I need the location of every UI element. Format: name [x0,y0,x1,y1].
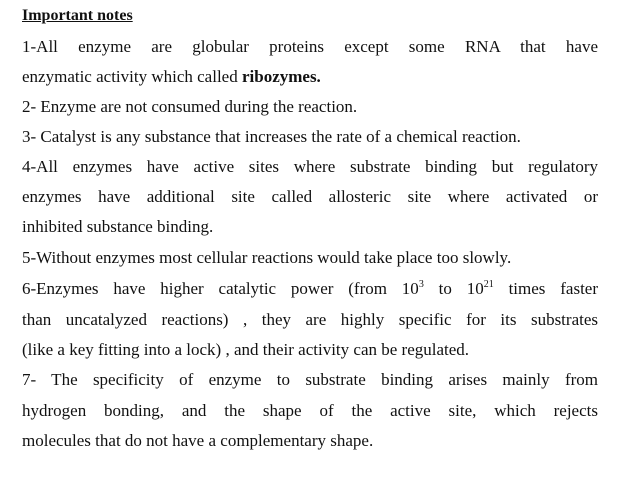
note-6-line-2: than uncatalyzed reactions) , they are highly specific for its substrates [22,310,598,329]
note-5: 5-Without enzymes most cellular reactions would take place too slowly. [22,248,512,267]
note-3: 3- Catalyst is any substance that increases the rate of a chemical reaction. [22,127,521,146]
note-2: 2- Enzyme are not consumed during the reaction. [22,97,358,116]
note-6-text-2: to 10 [438,279,484,298]
note-7-line-3: molecules that do not have a complementary shape. [22,431,374,450]
note-4-line-1: 4-All enzymes have active sites where substrate binding but regulatory [22,157,598,176]
note-6-line-3: (like a key fitting into a lock) , and their activity can be regulated. [22,340,470,359]
note-4-line-3: inhibited substance binding. [22,217,214,236]
note-6-text-3: times faster [508,279,599,298]
note-1-text: enzymatic activity which called [22,67,238,86]
note-6-text-1: 6-Enzymes have higher catalytic power (from 10 [22,279,419,298]
ribozymes-term: ribozymes. [241,67,321,86]
note-6-line-1 [22,279,598,299]
note-4-line-2: enzymes have additional site called allosteric site where activated or [22,187,598,206]
exponent-21: 21 [483,279,494,290]
exponent-3: 3 [418,279,424,290]
page-title: Important notes [22,7,133,24]
note-1-line-2 [22,67,598,87]
note-1-line-1: 1-All enzyme are globular proteins except some RNA that have [22,37,598,56]
note-7-line-1: 7- The specificity of enzyme to substrate binding arises mainly from [22,370,598,389]
note-7-line-2: hydrogen bonding, and the shape of the active site, which rejects [22,401,598,420]
